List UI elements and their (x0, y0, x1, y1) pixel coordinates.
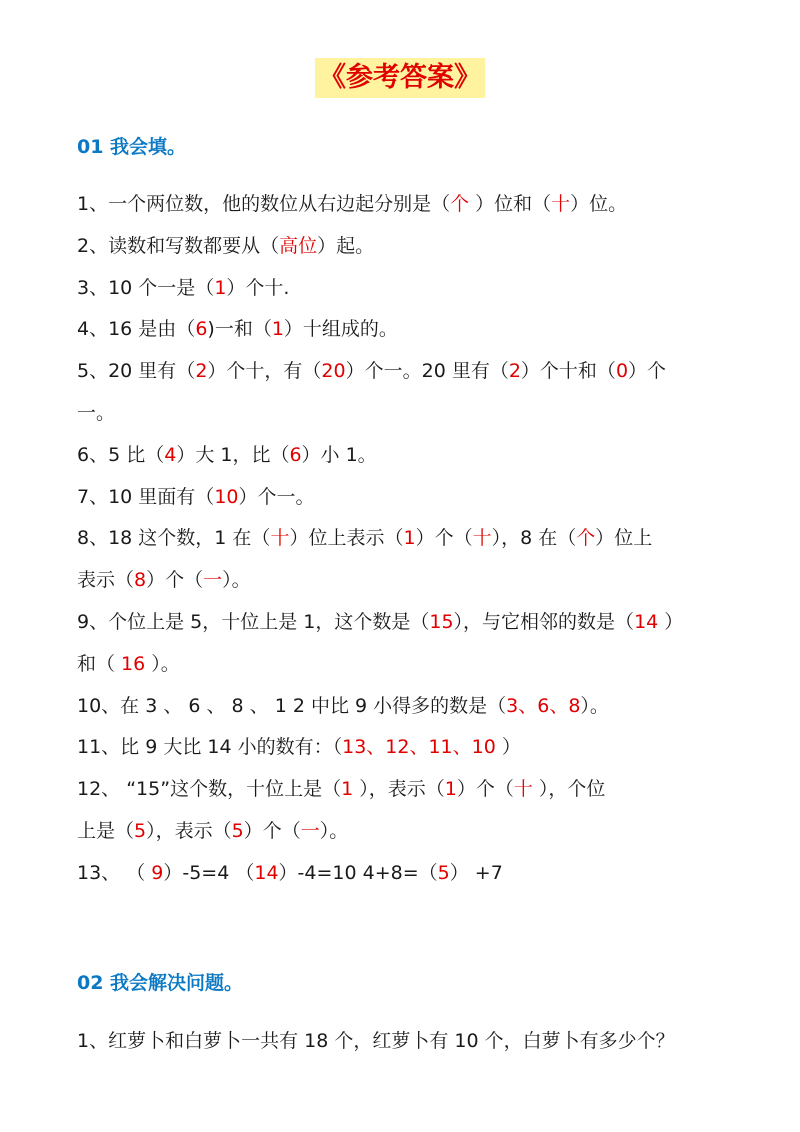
question-text: ） +7 (449, 861, 503, 884)
question-text: 和（ (77, 652, 122, 675)
question-text: 7、10 里面有（ (77, 485, 215, 508)
question-line (77, 1027, 757, 1055)
question-text: ）。 (145, 652, 180, 675)
question-text: 1、红萝卜和白萝卜一共有 18 个，红萝卜有 10 个，白萝卜有多少个？ (77, 1030, 675, 1052)
question-text: ）个一。 (238, 485, 315, 508)
question-text: ）个十和（ (520, 360, 616, 383)
question-text: ） (495, 736, 521, 759)
question-line (77, 524, 757, 552)
question-line (77, 232, 757, 260)
answer-text: 十 (551, 193, 571, 215)
question-text: ）个（ (456, 778, 514, 801)
question-text: 上是（ (77, 820, 135, 842)
section-heading-problems: 02 我会解决问题。 (77, 972, 244, 994)
section-heading-fill: 01 我会填。 (77, 136, 187, 158)
question-text: ），个位 (532, 778, 606, 801)
question-line (77, 859, 757, 887)
question-line (77, 274, 757, 302)
question-line (77, 650, 757, 678)
question-line (77, 399, 757, 427)
question-line (77, 817, 757, 845)
question-text: )一和（ (207, 318, 272, 341)
answer-text: 1 (271, 318, 284, 341)
question-text: ）大 1，比（ (176, 443, 290, 466)
answer-text: 20 (321, 360, 346, 383)
question-line (77, 608, 757, 636)
question-text: ） (658, 611, 684, 633)
answer-text: 10 (214, 485, 239, 508)
question-line (77, 190, 757, 218)
answer-text: 2 (508, 360, 521, 383)
answer-text: 个 (576, 527, 596, 550)
question-text: ），表示（ (353, 778, 445, 801)
answer-text: 十 (270, 527, 290, 550)
question-text: ）。 (222, 569, 251, 592)
question-line (77, 357, 757, 385)
question-line (77, 441, 757, 469)
answer-text: 2 (195, 360, 208, 383)
question-text: ）位上 (595, 527, 653, 550)
answer-text: 0 (615, 360, 629, 383)
question-text: ）-4=10 4+8=（ (278, 861, 438, 884)
answer-text: 14 (634, 611, 659, 633)
answer-text: 十 (472, 527, 492, 550)
title-highlight: 《参考答案》 (315, 58, 485, 98)
answer-text: 5 (134, 820, 147, 842)
answer-text: 3、6、8 (506, 694, 581, 717)
answer-text: 高位 (279, 234, 318, 257)
answer-text: 6 (289, 443, 302, 466)
question-text: 5、20 里有（ (77, 360, 196, 383)
answer-text: 1 (341, 778, 354, 801)
answer-text: 1 (403, 527, 416, 550)
answer-text: 1 (444, 778, 457, 801)
answer-text: 13、12、11、10 (342, 736, 496, 759)
question-text: ）位和（ (469, 193, 552, 215)
question-text: 10、在 3 、 6 、 8 、 1 2 中比 9 小得多的数是（ (77, 694, 507, 717)
answer-text: 16 (121, 652, 146, 675)
question-line (77, 315, 757, 343)
question-text: ）个十. (226, 276, 290, 299)
question-text: ）位。 (570, 193, 628, 215)
question-text: 12、 “15”这个数，十位上是（ (77, 778, 342, 801)
question-text: 6、5 比（ (77, 443, 165, 466)
question-text: ），8 在（ (491, 527, 577, 550)
question-text: ）十组成的。 (283, 318, 398, 341)
question-text: ）-5=4 （ (163, 861, 255, 884)
question-text: ）个（ (415, 527, 473, 550)
answer-text: 十 (513, 778, 533, 801)
question-line (77, 692, 757, 720)
question-text: ）位上表示（ (289, 527, 404, 550)
question-line (77, 775, 757, 803)
answer-text: 一 (300, 820, 320, 842)
question-text: ）个 (628, 360, 667, 383)
question-text: 9、个位上是 5，十位上是 1，这个数是（ (77, 611, 430, 633)
question-text: 11、比 9 大比 14 小的数有：（ (77, 736, 343, 759)
question-text: 表示（ (77, 569, 135, 592)
question-text: ）。 (319, 820, 349, 842)
question-text: ）个十，有（ (207, 360, 322, 383)
answer-text: 个 (450, 193, 470, 215)
question-text: 1、一个两位数，他的数位从右边起分别是（ (77, 193, 451, 215)
question-text: ），表示（ (146, 820, 232, 842)
question-text: ）。 (580, 694, 609, 717)
page-title (0, 58, 800, 98)
answer-text: 8 (134, 569, 147, 592)
answer-text: 15 (429, 611, 454, 633)
question-line (77, 733, 757, 761)
question-text: ）起。 (317, 234, 375, 257)
question-line (77, 566, 757, 594)
question-text: 3、10 个一是（ (77, 276, 215, 299)
question-text: ）个（ (243, 820, 301, 842)
question-text: 2、读数和写数都要从（ (77, 234, 280, 257)
answer-text: 一 (203, 569, 223, 592)
answer-text: 5 (437, 861, 450, 884)
question-text: 8、18 这个数，1 在（ (77, 527, 271, 550)
question-text: 一。 (77, 402, 116, 424)
answer-text: 14 (254, 861, 279, 884)
question-text: ）个一。20 里有（ (345, 360, 509, 383)
answer-text: 6 (195, 318, 208, 341)
question-text: 13、 （ (77, 861, 152, 884)
question-text: ）小 1。 (301, 443, 377, 466)
answer-text: 1 (214, 276, 227, 299)
answer-text: 4 (164, 443, 177, 466)
question-text: ），与它相邻的数是（ (453, 611, 635, 633)
answer-text: 9 (151, 861, 164, 884)
answer-text: 5 (231, 820, 244, 842)
question-text: ）个（ (146, 569, 204, 592)
question-line (77, 483, 757, 511)
question-text: 4、16 是由（ (77, 318, 196, 341)
